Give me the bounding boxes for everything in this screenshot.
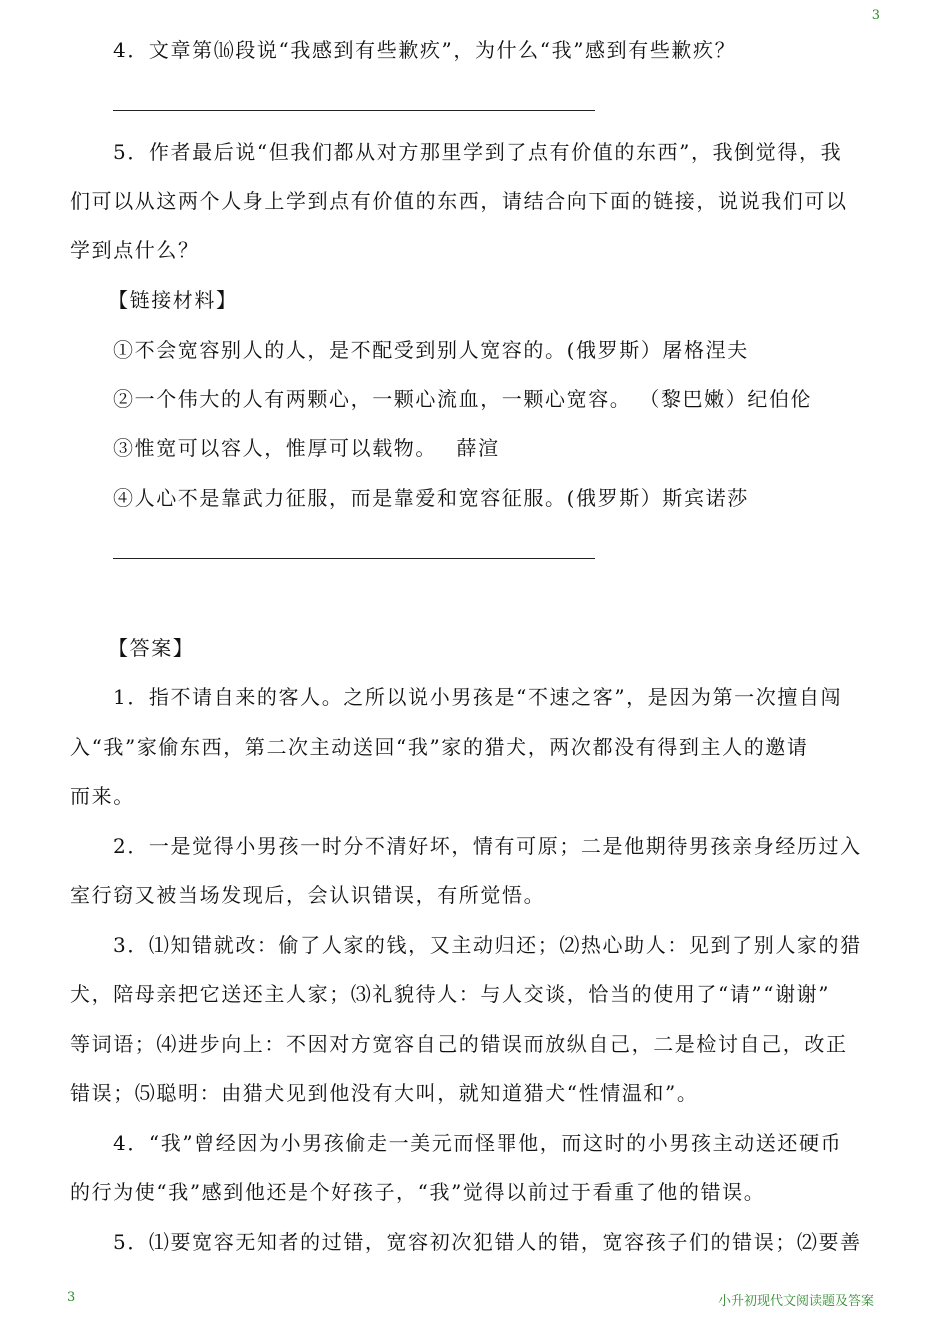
link-material-heading: 【链接材料】 [108,288,238,312]
answer-3-line-4: 错误；⑸聪明：由猎犬见到他没有大叫，就知道猎犬“性情温和”。 [70,1081,699,1105]
answer-4-line-1: 4．“我”曾经因为小男孩偷走一美元而怪罪他，而这时的小男孩主动送还硬币 [113,1131,843,1155]
answer-3-line-1: 3．⑴知错就改：偷了人家的钱，又主动归还；⑵热心助人：见到了别人家的猎 [113,933,862,957]
answer-blank-4 [113,110,595,111]
answer-heading: 【答案】 [108,636,195,660]
answer-blank-5 [113,558,595,559]
answer-2-line-1: 2．一是觉得小男孩一时分不清好坏，情有可原；二是他期待男孩亲身经历过入 [113,834,862,858]
answer-1-line-3: 而来。 [70,784,135,808]
link-material-1: ①不会宽容别人的人，是不配受到别人宽容的。(俄罗斯）屠格涅夫 [113,338,749,362]
question-5-line-1: 5．作者最后说“但我们都从对方那里学到了点有价值的东西”，我倒觉得，我 [113,140,843,164]
answer-2-line-2: 室行窃又被当场发现后，会认识错误，有所觉悟。 [70,883,546,907]
link-material-2: ②一个伟大的人有两颗心，一颗心流血，一颗心宽容。 （黎巴嫩）纪伯伦 [113,387,813,411]
footer-page-number: 3 [67,1290,76,1305]
link-material-3: ③惟宽可以容人，惟厚可以载物。 薛渲 [113,436,500,460]
answer-1-line-2: 入“我”家偷东西，第二次主动送回“我”家的猎犬，两次都没有得到主人的邀请 [70,735,809,759]
answer-4-line-2: 的行为使“我”感到他还是个好孩子，“我”觉得以前过于看重了他的错误。 [70,1180,766,1204]
question-5-line-2: 们可以从这两个人身上学到点有价值的东西，请结合向下面的链接，说说我们可以 [70,189,848,213]
answer-1-line-1: 1．指不请自来的客人。之所以说小男孩是“不速之客”，是因为第一次擅自闯 [113,685,843,709]
answer-3-line-2: 犬，陪母亲把它送还主人家；⑶礼貌待人：与人交谈，恰当的使用了“请”“谢谢” [70,982,831,1006]
link-material-4: ④人心不是靠武力征服，而是靠爱和宽容征服。(俄罗斯）斯宾诺莎 [113,486,749,510]
answer-3-line-3: 等词语；⑷进步向上：不因对方宽容自己的错误而放纵自己，二是检讨自己，改正 [70,1032,848,1056]
page-number-top: 3 [871,8,880,23]
answer-5-line-1: 5．⑴要宽容无知者的过错，宽容初次犯错人的错，宽容孩子们的错误；⑵要善 [113,1230,862,1254]
footer-doc-title: 小升初现代文阅读题及答案 [717,1294,874,1309]
question-4: 4．文章第⒃段说“我感到有些歉疚”，为什么“我”感到有些歉疚？ [113,38,737,62]
question-5-line-3: 学到点什么？ [70,238,200,262]
